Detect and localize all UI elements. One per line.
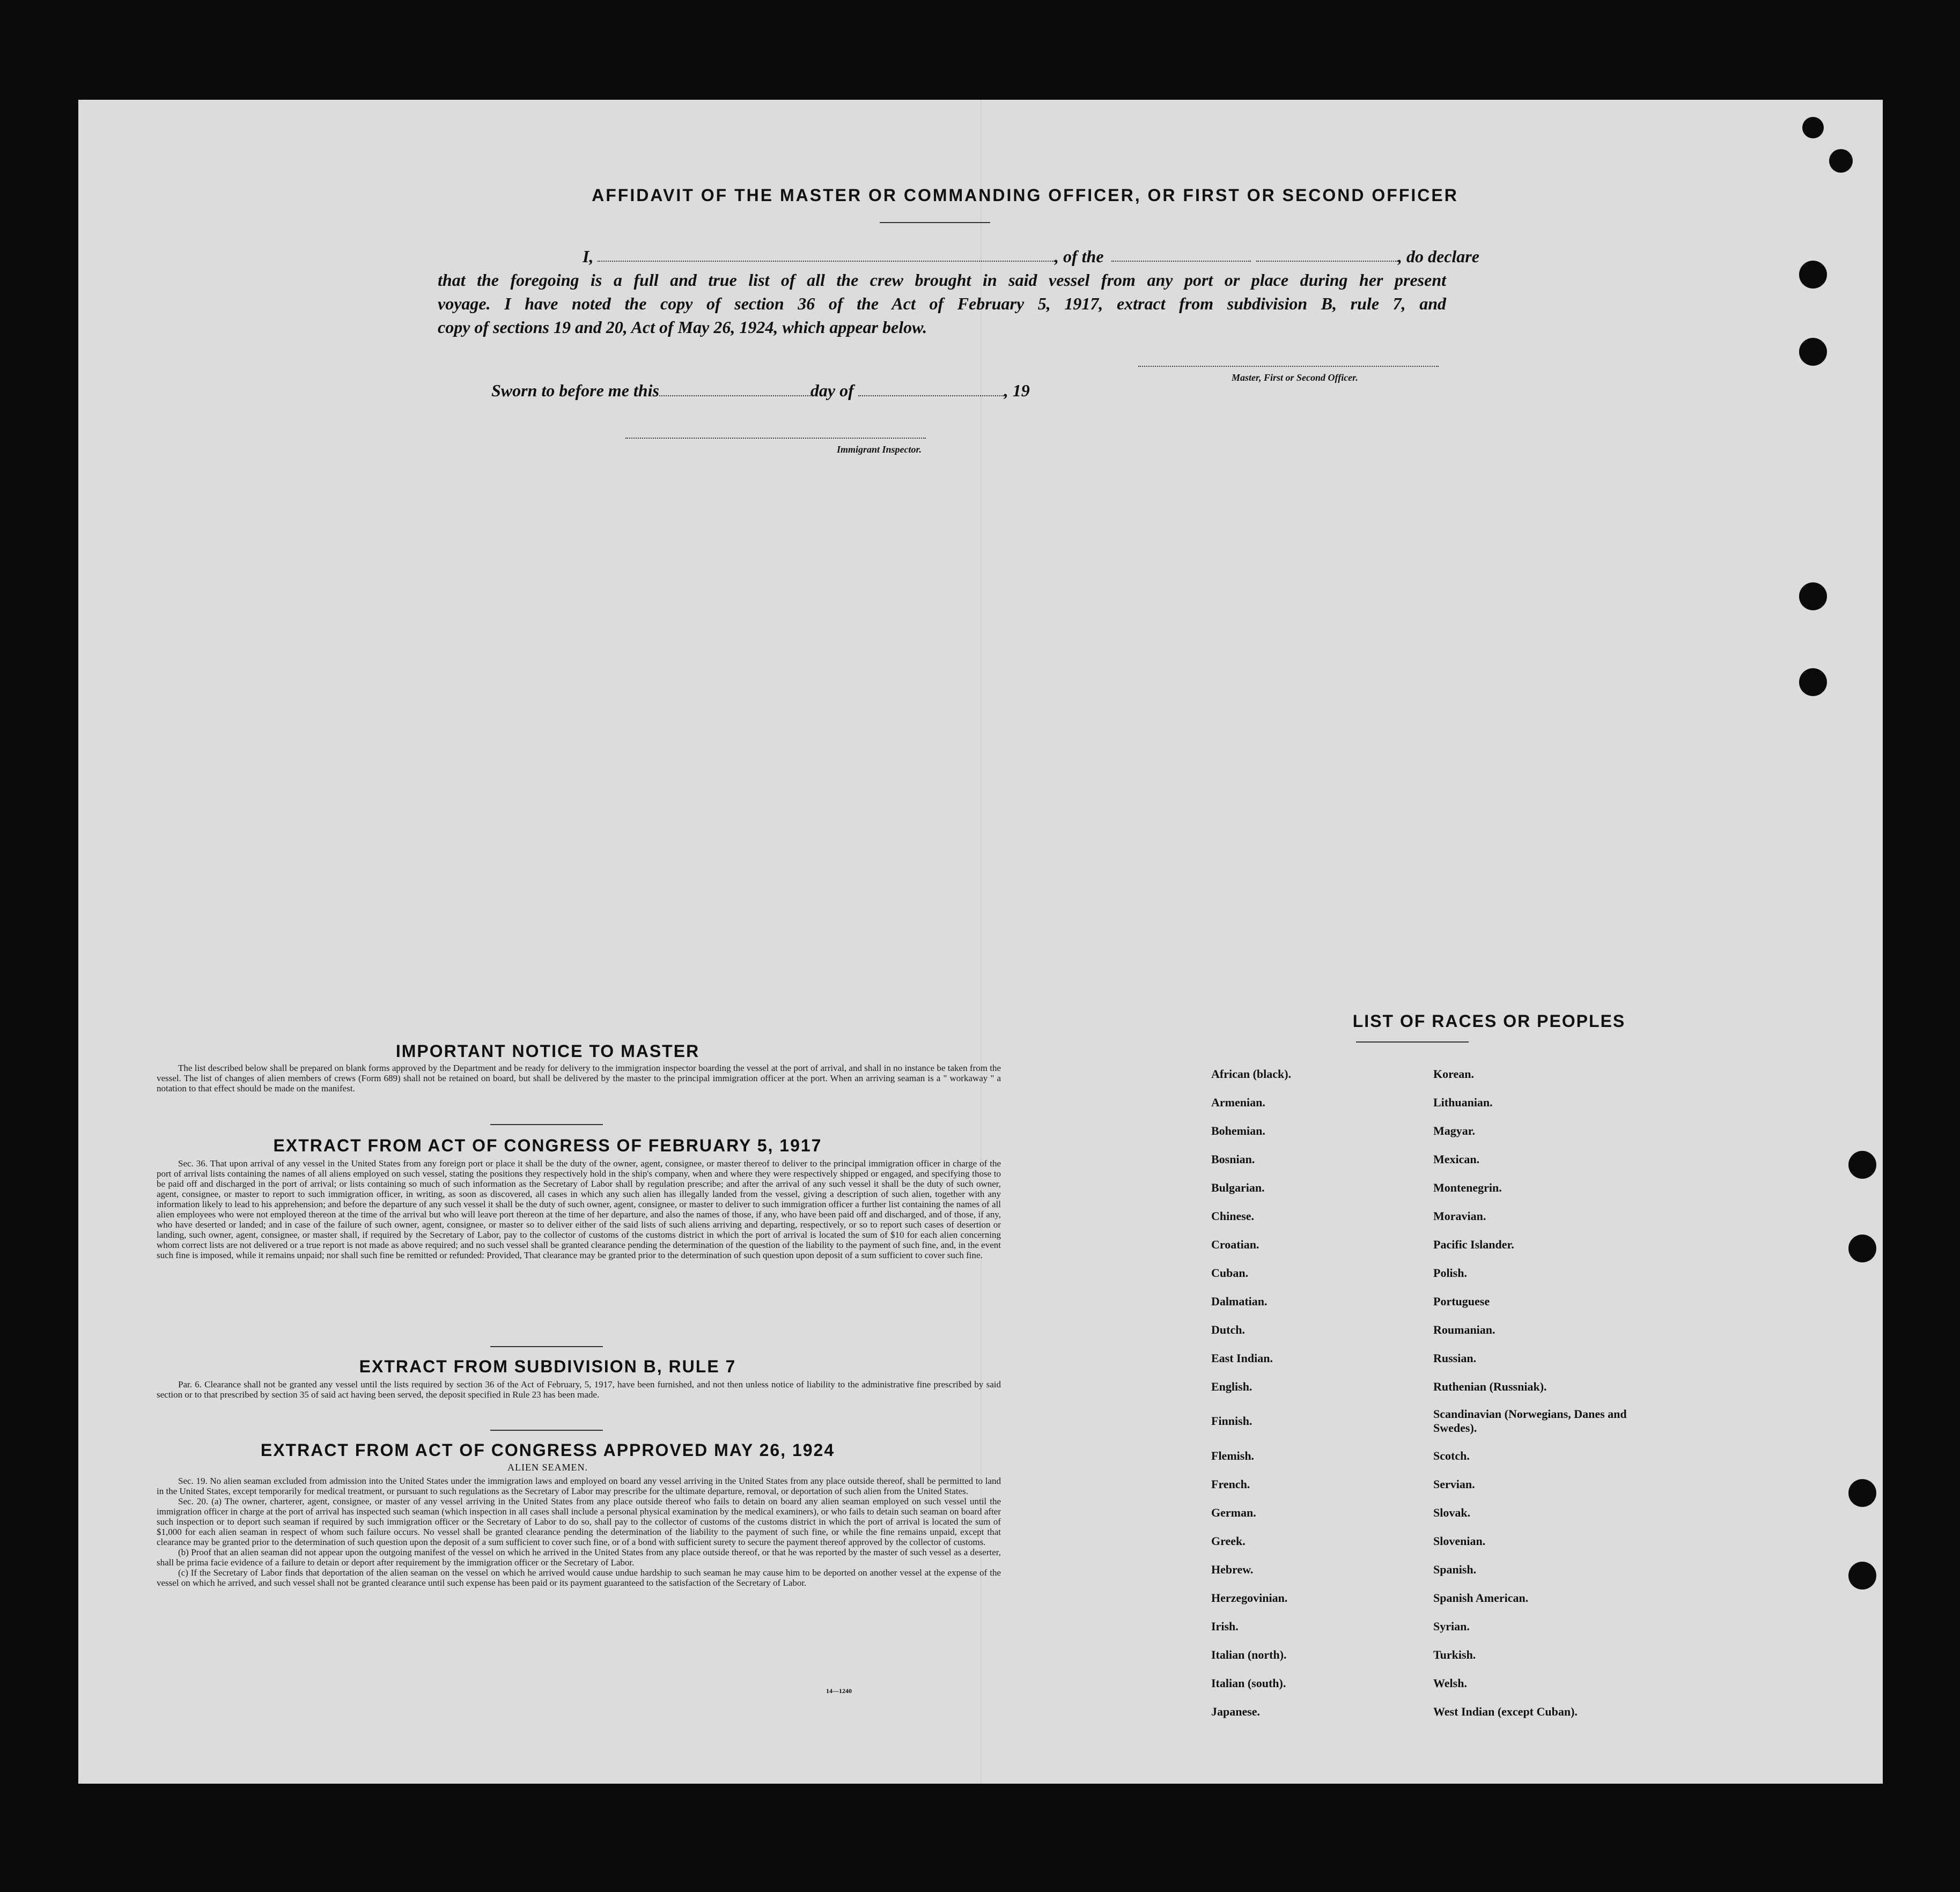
race-item: Scandinavian (Norwegians, Danes and Swedes). [1433, 1407, 1627, 1435]
binder-hole [1848, 1562, 1876, 1590]
race-item: Irish. [1211, 1619, 1239, 1633]
race-item: Greek. [1211, 1534, 1246, 1548]
races-left-column [1211, 1060, 1404, 1726]
port-field[interactable] [1256, 247, 1398, 262]
binder-hole [1799, 582, 1827, 610]
race-item: Korean. [1433, 1067, 1474, 1081]
race-item: Herzegovinian. [1211, 1591, 1288, 1605]
year-label: , 19 [1004, 381, 1030, 400]
affidavit-line-4: copy of sections 19 and 20, Act of May 26, 1924, which appear below. [438, 317, 927, 337]
race-item: Servian. [1433, 1477, 1475, 1491]
affidavit-body [438, 245, 1479, 339]
sec20a-text: Sec. 20. (a) The owner, charterer, agent, consignee, or master of any vessel arriving in the United States from any place outside thereof who fails to detain on board any alien seaman employed on such vessel until the immigration officer in charge at the port of arrival has inspected such seaman (which inspection in all cases shall include a personal physical examination by the medical examiners), or who fails to detain such seaman on board after such inspection or to deport such seaman if required by such immigration officer or the Secretary of Labor to do so, shall pay to the collector of customs of the customs district in which the port of arrival is located the sum of $1,000 for each alien seaman in respect of whom such failure occurs. No vessel shall be granted clearance pending the determination of the liability to the payment of such fine, or while the fine remains unpaid, except that clearance may be granted prior to the determination of such question upon the deposit of a sum sufficient to cover such fine, or of a bond with sufficient surety to secure the payment thereof approved by the collector of customs. [157, 1496, 1001, 1547]
vessel-field[interactable] [1111, 247, 1251, 262]
race-item: Italian (south). [1211, 1676, 1286, 1690]
race-item: Hebrew. [1211, 1562, 1254, 1576]
race-item: Bulgarian. [1211, 1180, 1265, 1194]
race-item: Roumanian. [1433, 1322, 1495, 1336]
sworn-day-field[interactable] [659, 382, 810, 396]
binder-hole [1799, 668, 1827, 696]
race-item: Armenian. [1211, 1095, 1265, 1109]
race-item: Mexican. [1433, 1152, 1480, 1166]
sworn-month-field[interactable] [858, 382, 1004, 396]
sec20c-text: (c) If the Secretary of Labor finds that deportation of the alien seaman on the vessel on which he arrived would cause undue hardship to such seaman he may cause him to be deported on another vessel at the expense of the vessel on which he arrived, and such vessel shall not be granted clearance until such expense has been paid or its payment guaranteed to the satisfaction of the Secretary of Labor. [157, 1568, 1001, 1588]
race-item: Bohemian. [1211, 1124, 1265, 1137]
race-item: East Indian. [1211, 1351, 1273, 1365]
race-item: African (black). [1211, 1067, 1292, 1081]
inspector-signature-line[interactable] [625, 438, 926, 439]
binder-hole [1799, 338, 1827, 366]
binder-hole [1848, 1151, 1876, 1179]
binder-hole [1848, 1235, 1876, 1262]
form-number: 14—1240 [826, 1687, 852, 1695]
race-item: Lithuanian. [1433, 1095, 1493, 1109]
race-item: Welsh. [1433, 1676, 1467, 1690]
race-item: Portuguese [1433, 1294, 1490, 1308]
race-item: English. [1211, 1379, 1252, 1393]
sec19-text: Sec. 19. No alien seaman excluded from admission into the United States under the immigration laws and employed on board any vessel arriving in the United States from any place outside thereof, shall be permitted to land in the United States, except temporarily for medical treatment, or pursuant to such regulations as the Secretary of Labor may prescribe for the ultimate departure, removal, or deportation of such alien from the United States. [157, 1476, 1001, 1496]
master-name-field[interactable] [598, 247, 1055, 262]
title-rule [880, 222, 990, 223]
notice-text: The list described below shall be prepared on blank forms approved by the Department and be ready for delivery to the immigration inspector boarding the vessel at the port of arrival, and shall in no instance be taken from the vessel. The list of changes of alien members of crews (Form 689) shall not be retained on board, but shall be delivered by the master to the principal immigration officer at the port. When an arriving seaman is a " workaway " a notation to that effect should be made on the manifest. [157, 1063, 1001, 1093]
extract-rule7-text: Par. 6. Clearance shall not be granted any vessel until the lists required by section 36 of the Act of February, 5, 1917, have been furnished, and not then unless notice of liability to the administrative fine prescribed by said section or to that prescribed by section 35 of said act having been served, the deposit specified in Rule 23 has been made. [157, 1379, 1001, 1400]
binder-hole [1799, 261, 1827, 289]
races-rule [1356, 1041, 1469, 1043]
do-declare-label: , do declare [1398, 247, 1479, 266]
master-signature-line[interactable] [1138, 366, 1439, 367]
race-item: Pacific Islander. [1433, 1237, 1514, 1251]
race-item: Slovak. [1433, 1505, 1471, 1519]
race-item: Turkish. [1433, 1647, 1476, 1661]
race-item: Scotch. [1433, 1448, 1470, 1462]
of-the-label: , of the [1055, 247, 1104, 266]
race-item: Japanese. [1211, 1704, 1261, 1718]
affidavit-line-3: voyage. I have noted the copy of section 36 of the Act of February 5, 1917, extract from subdivision B, rule 7, and [438, 294, 1446, 313]
race-item: Magyar. [1433, 1124, 1476, 1137]
race-item: Bosnian. [1211, 1152, 1255, 1166]
race-item: Finnish. [1211, 1414, 1252, 1428]
day-of-label: day of [810, 381, 854, 400]
extract-1917-text: Sec. 36. That upon arrival of any vessel in the United States from any foreign port or place it shall be the duty of the owner, agent, consignee, or master thereof to deliver to the principal immigration officer in charge of the port of arrival lists containing the names of all aliens employed on such vessel, stating the positions they respectively hold in the ship's company, when and where they were respectively shipped or engaged, and specifying those to be paid off and discharged in the port of arrival; or lists containing so much of such information as the Secretary of Labor shall by regulation prescribe; and after the arrival of any such vessel it shall be the duty of such owner, agent, consignee, or master to report to such immigration officer, in writing, as soon as discovered, all cases in which any such alien has illegally landed from the vessel, giving a description of such alien, together with any information likely to lead to his apprehension; and before the departure of any such vessel it shall be the duty of such owner, agent, consignee, or master to deliver to such immigration officer a further list containing the names of all alien employees who were not employed thereon at the time of the arrival but who will leave port thereon at the time of her departure, and also the names of those, if any, who have been paid off and discharged, and of those, if any, who have deserted or landed; and in case of the failure of such owner, agent, consignee, or master so to deliver either of the said lists of such aliens arriving and departing, respectively, or so to report such cases of desertion or landing, such owner, agent, consignee, or master shall, if required by the Secretary of Labor, pay to the collector of customs of the customs district in which the port of arrival is located the sum of $10 for each alien concerning whom correct lists are not delivered or a true report is not made as above required; and no such vessel shall be granted clearance pending the determination of the question of the liability to the payment of such fine, and, in the event such fine is imposed, while it remains unpaid; nor shall such fine be remitted or refunded: Provided, That clearance may be granted prior to the determination of such question upon deposit of a sum sufficient to cover such fine. [157, 1158, 1001, 1260]
affidavit-line-2: that the foregoing is a full and true list of all the crew brought in said vessel from any port or place during her present [438, 270, 1446, 290]
race-item: German. [1211, 1505, 1256, 1519]
extract-1917-title: EXTRACT FROM ACT OF CONGRESS OF FEBRUARY 5, 1917 [273, 1136, 822, 1155]
affidavit-title: AFFIDAVIT OF THE MASTER OR COMMANDING OFFICER, OR FIRST OR SECOND OFFICER [592, 186, 1458, 205]
sec20b-text: (b) Proof that an alien seaman did not appear upon the outgoing manifest of the vessel on which he arrived in the United States from any place outside thereof, or that he was reported by the master of such vessel as a deserter, shall be prima facie evidence of a failure to detain or deport after requirement by the immigration officer or the Secretary of Labor. [157, 1547, 1001, 1568]
binder-hole [1829, 149, 1853, 173]
race-item: Russian. [1433, 1351, 1477, 1365]
race-item: Chinese. [1211, 1209, 1255, 1223]
race-item: Ruthenian (Russniak). [1433, 1379, 1547, 1393]
divider-3 [490, 1430, 603, 1431]
race-item: Cuban. [1211, 1266, 1249, 1280]
sworn-prefix: Sworn to before me this [491, 381, 659, 400]
races-title: LIST OF RACES OR PEOPLES [1352, 1011, 1626, 1031]
race-item: Spanish. [1433, 1562, 1477, 1576]
master-signature-caption: Master, First or Second Officer. [1232, 372, 1358, 383]
binder-hole [1848, 1479, 1876, 1507]
divider-2 [490, 1346, 603, 1347]
divider-1 [490, 1124, 603, 1125]
race-item: Slovenian. [1433, 1534, 1486, 1548]
notice-title: IMPORTANT NOTICE TO MASTER [395, 1041, 700, 1061]
affidavit-i-label: I, [583, 247, 594, 266]
race-item: Croatian. [1211, 1237, 1259, 1251]
race-item: Spanish American. [1433, 1591, 1529, 1605]
extract-1924-text [157, 1476, 1001, 1588]
race-item: Flemish. [1211, 1448, 1255, 1462]
race-item: West Indian (except Cuban). [1433, 1704, 1578, 1718]
race-item: Syrian. [1433, 1619, 1470, 1633]
race-item: Moravian. [1433, 1209, 1486, 1223]
inspector-signature-caption: Immigrant Inspector. [837, 444, 922, 455]
extract-1924-title: EXTRACT FROM ACT OF CONGRESS APPROVED MAY 26, 1924 [260, 1440, 835, 1460]
binder-hole [1802, 117, 1824, 138]
affidavit-line-1 [438, 245, 1479, 268]
extract-1924-subtitle: ALIEN SEAMEN. [507, 1462, 588, 1473]
extract-rule7-title: EXTRACT FROM SUBDIVISION B, RULE 7 [359, 1357, 736, 1376]
race-item: Polish. [1433, 1266, 1467, 1280]
race-item: Dalmatian. [1211, 1294, 1268, 1308]
document-page [78, 100, 1883, 1784]
race-item: Dutch. [1211, 1322, 1245, 1336]
sworn-line [491, 381, 1030, 401]
race-item: French. [1211, 1477, 1250, 1491]
races-right-column [1433, 1060, 1659, 1726]
race-item: Italian (north). [1211, 1647, 1287, 1661]
race-item: Montenegrin. [1433, 1180, 1502, 1194]
